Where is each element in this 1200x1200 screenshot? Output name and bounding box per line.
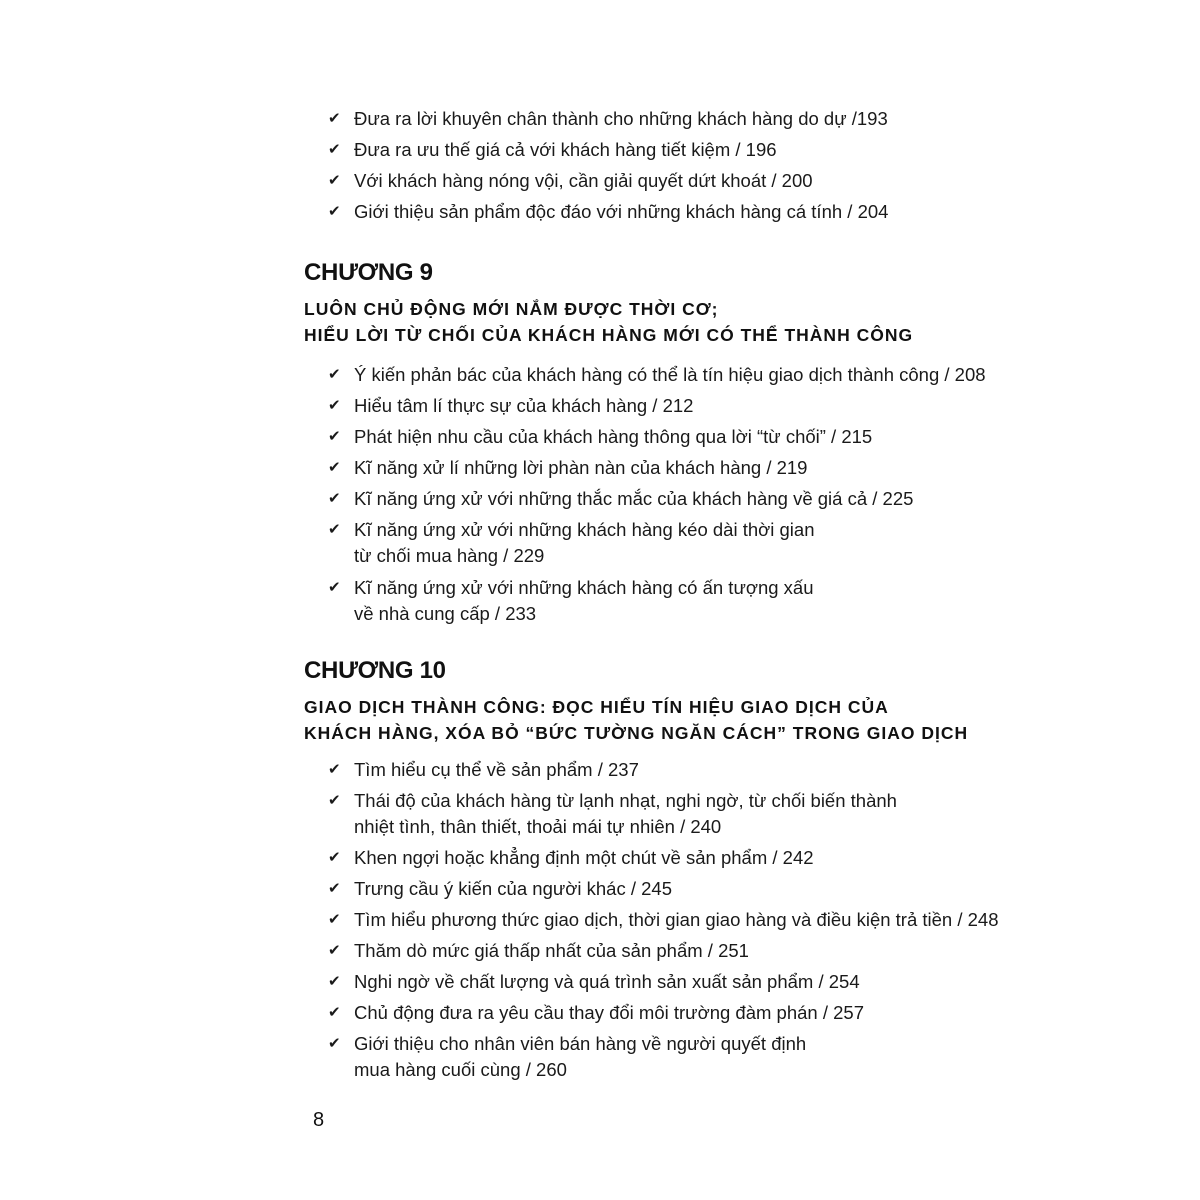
check-icon: ✔ [328,579,341,596]
toc-entry [328,969,1028,995]
toc-entry-text [354,845,1028,871]
toc-entry [328,788,1028,840]
toc-entry [328,424,1028,450]
toc-entry-line: về nhà cung cấp / 233 [354,603,537,624]
toc-entry-line: Giới thiệu cho nhân viên bán hàng về người quyết định [354,1033,807,1054]
chapter-9-label: CHƯƠNG 9 [304,259,433,286]
chapter-10-label: CHƯƠNG 10 [304,657,446,684]
toc-entry-text [354,907,1028,933]
toc-entry-text [354,575,1028,627]
chapter-title-line: HIỂU LỜI TỪ CHỐI CỦA KHÁCH HÀNG MỚI CÓ THỂ THÀNH CÔNG [304,325,914,345]
toc-entry-line: từ chối mua hàng / 229 [354,545,545,566]
toc-entry-text [354,757,1028,783]
toc-entry-text [354,455,1028,481]
toc-entry [328,1031,1028,1083]
toc-entry [328,362,1028,388]
toc-entry-text [354,938,1028,964]
chapter-title-line: LUÔN CHỦ ĐỘNG MỚI NẮM ĐƯỢC THỜI CƠ; [304,299,719,319]
check-icon: ✔ [328,911,341,928]
toc-entry-text [354,517,1028,569]
toc-entry-text [354,1031,1028,1083]
toc-entry-text [354,199,1028,225]
toc-entry-line: Hiểu tâm lí thực sự của khách hàng / 212 [354,395,694,416]
check-icon: ✔ [328,490,341,507]
toc-entry [328,199,1028,225]
toc-entry [328,876,1028,902]
toc-entry-line: Với khách hàng nóng vội, cần giải quyết dứt khoát / 200 [354,170,813,191]
toc-entry [328,907,1028,933]
check-icon: ✔ [328,792,341,809]
chapter-title-line: GIAO DỊCH THÀNH CÔNG: ĐỌC HIỂU TÍN HIỆU GIAO DỊCH CỦA [304,697,889,717]
toc-entry-line: Tìm hiểu phương thức giao dịch, thời gian giao hàng và điều kiện trả tiền / 248 [354,909,999,930]
check-icon: ✔ [328,428,341,445]
check-icon: ✔ [328,172,341,189]
toc-entry-line: Khen ngợi hoặc khẳng định một chút về sản phẩm / 242 [354,847,814,868]
toc-entry-line: Kĩ năng ứng xử với những khách hàng kéo dài thời gian [354,519,815,540]
page-number: 8 [313,1109,325,1131]
toc-entry-text [354,486,1028,512]
check-icon: ✔ [328,397,341,414]
toc-entry-line: Kĩ năng ứng xử với những thắc mắc của khách hàng về giá cả / 225 [354,488,914,509]
toc-entry [328,106,1028,132]
toc-entry [328,517,1028,569]
toc-entry-line: nhiệt tình, thân thiết, thoải mái tự nhiên / 240 [354,816,722,837]
toc-entry-line: Giới thiệu sản phẩm độc đáo với những khách hàng cá tính / 204 [354,201,889,222]
check-icon: ✔ [328,203,341,220]
toc-entry [328,757,1028,783]
toc-entry-text [354,137,1028,163]
toc-entry-line: Phát hiện nhu cầu của khách hàng thông qua lời “từ chối” / 215 [354,426,873,447]
toc-entry-line: Kĩ năng xử lí những lời phàn nàn của khách hàng / 219 [354,457,808,478]
toc-entry-line: Kĩ năng ứng xử với những khách hàng có ấn tượng xấu [354,577,814,598]
toc-entry-line: Chủ động đưa ra yêu cầu thay đổi môi trường đàm phán / 257 [354,1002,864,1023]
toc-entry-line: Đưa ra ưu thế giá cả với khách hàng tiết kiệm / 196 [354,139,777,160]
check-icon: ✔ [328,849,341,866]
chapter-10-title [304,694,1004,746]
toc-entry-text [354,106,1028,132]
check-icon: ✔ [328,880,341,897]
toc-entry [328,1000,1028,1026]
check-icon: ✔ [328,141,341,158]
toc-entry [328,455,1028,481]
toc-entry-line: Thái độ của khách hàng từ lạnh nhạt, nghi ngờ, từ chối biến thành [354,790,897,811]
toc-entry-text [354,168,1028,194]
check-icon: ✔ [328,366,341,383]
toc-entry-text [354,424,1028,450]
check-icon: ✔ [328,521,341,538]
toc-entry-line: Trưng cầu ý kiến của người khác / 245 [354,878,672,899]
toc-entry-text [354,876,1028,902]
chapter-9-title [304,296,1004,348]
toc-entry-line: Ý kiến phản bác của khách hàng có thể là tín hiệu giao dịch thành công / 208 [354,364,986,385]
toc-entry-line: Nghi ngờ về chất lượng và quá trình sản xuất sản phẩm / 254 [354,971,860,992]
toc-entry [328,486,1028,512]
toc-entry [328,938,1028,964]
toc-entry-text [354,362,1028,388]
toc-entry-text [354,788,1028,840]
toc-entry [328,393,1028,419]
toc-entry [328,137,1028,163]
chapter-title-line: KHÁCH HÀNG, XÓA BỎ “BỨC TƯỜNG NGĂN CÁCH” TRONG GIAO DỊCH [304,723,969,743]
check-icon: ✔ [328,761,341,778]
toc-entry [328,845,1028,871]
check-icon: ✔ [328,973,341,990]
toc-entry [328,575,1028,627]
toc-entry-text [354,1000,1028,1026]
toc-entry-text [354,969,1028,995]
toc-entry-line: mua hàng cuối cùng / 260 [354,1059,567,1080]
check-icon: ✔ [328,942,341,959]
check-icon: ✔ [328,1035,341,1052]
toc-entry-line: Đưa ra lời khuyên chân thành cho những khách hàng do dự /193 [354,108,888,129]
check-icon: ✔ [328,459,341,476]
check-icon: ✔ [328,110,341,127]
check-icon: ✔ [328,1004,341,1021]
toc-entry-line: Thăm dò mức giá thấp nhất của sản phẩm / 251 [354,940,749,961]
toc-entry-text [354,393,1028,419]
toc-entry-line: Tìm hiểu cụ thể về sản phẩm / 237 [354,759,639,780]
toc-entry [328,168,1028,194]
